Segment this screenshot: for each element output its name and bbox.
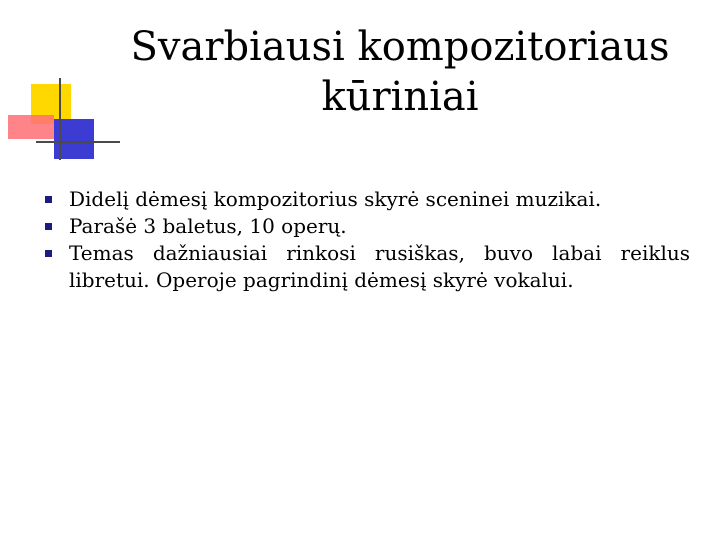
title-line-2: kūriniai	[321, 74, 479, 120]
square-bullet-icon	[45, 250, 52, 257]
slide-title	[110, 22, 690, 122]
title-line-1: Svarbiausi kompozitoriaus	[130, 24, 670, 70]
logo-red-square	[8, 115, 54, 139]
square-bullet-icon	[45, 223, 52, 230]
bullet-text: Didelį dėmesį kompozitorius skyrė sceninei muzikai.	[69, 187, 602, 211]
list-item	[44, 240, 690, 294]
bullet-text: Temas dažniausiai rinkosi rusiškas, buvo labai reiklus libretui. Operoje pagrindinį dėmesį skyrė vokalui.	[69, 241, 690, 292]
list-item	[44, 186, 690, 213]
bullet-text: Parašė 3 baletus, 10 operų.	[69, 214, 347, 238]
bullet-list	[44, 186, 690, 294]
list-item	[44, 213, 690, 240]
square-bullet-icon	[45, 196, 52, 203]
decorative-squares-logo	[0, 0, 120, 170]
